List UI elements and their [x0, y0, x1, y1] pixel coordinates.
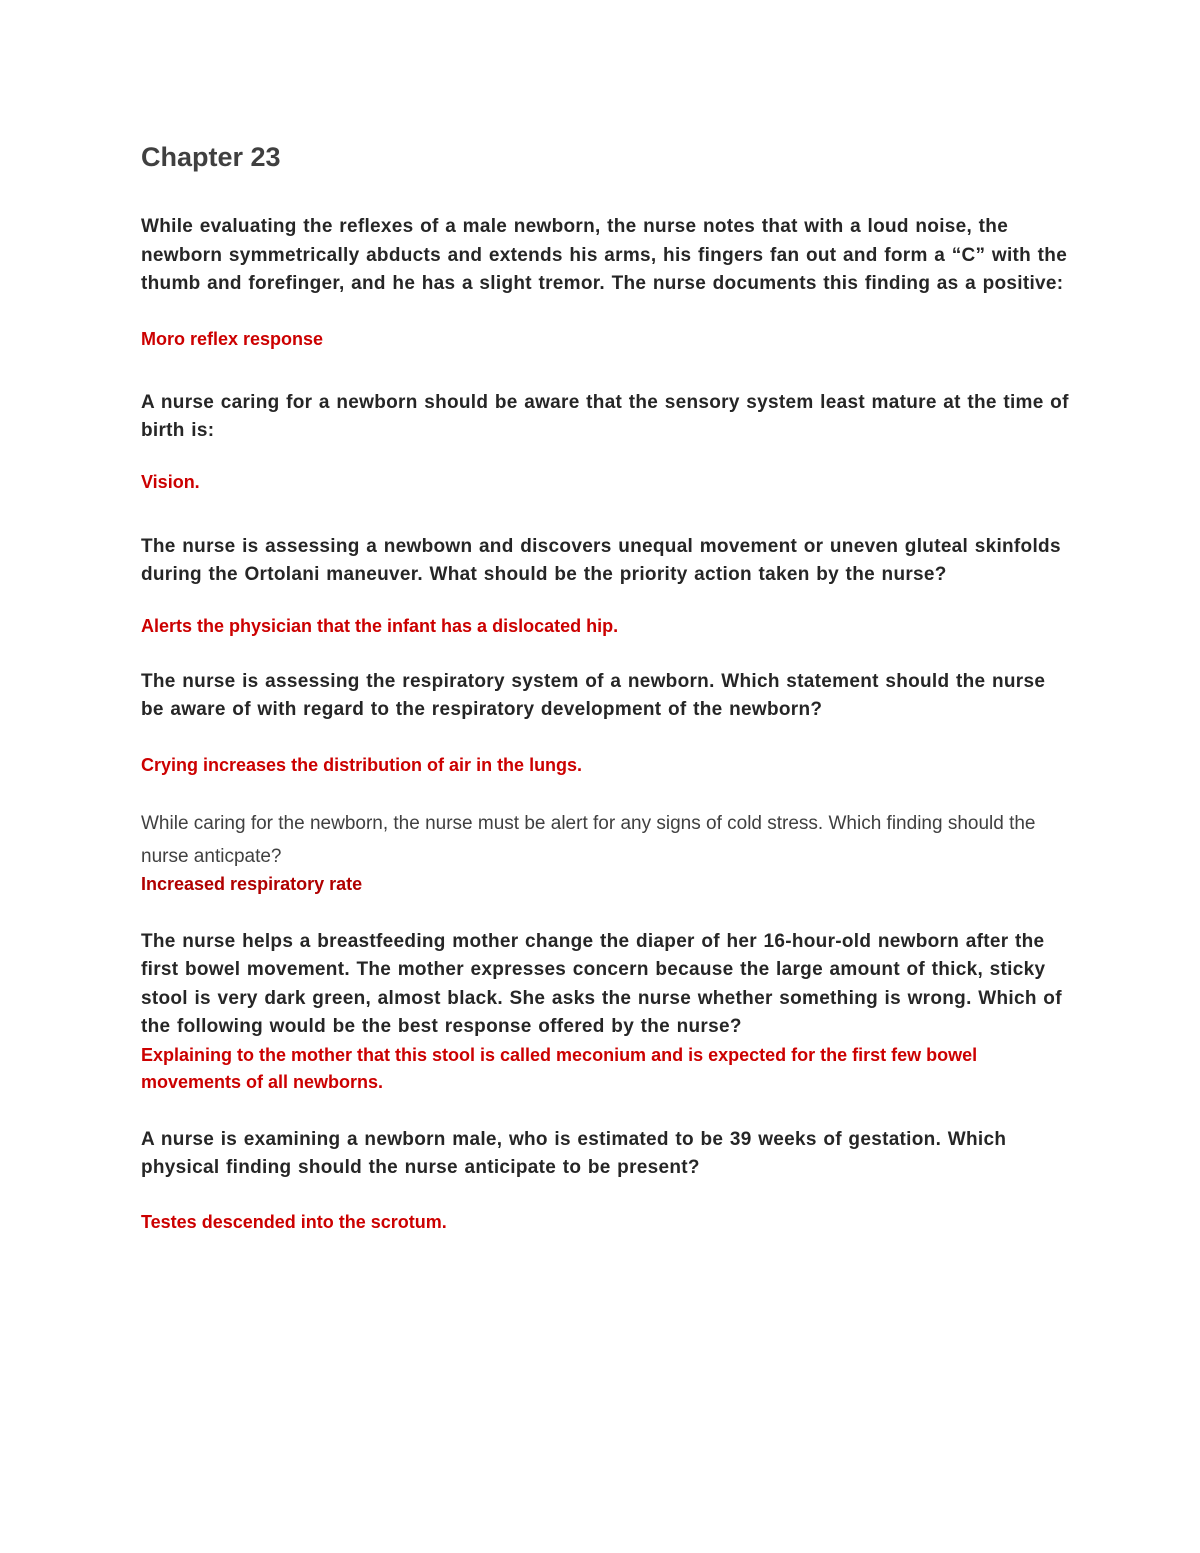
question-3: The nurse is assessing a newbown and discovers unequal movement or uneven gluteal skinfolds during the Ortolani maneuver. What should be the priority action taken by the nurse? — [141, 535, 1061, 585]
question-7: A nurse is examining a newborn male, who is estimated to be 39 weeks of gestation. Which physical finding should the nurse anticipate to be present? — [141, 1128, 1007, 1178]
question-5: While caring for the newborn, the nurse must be alert for any signs of cold stress. Which finding should the nurse anticpate? — [141, 812, 1036, 867]
answer-7: Testes descended into the scrotum. — [141, 1211, 447, 1232]
answer-3: Alerts the physician that the infant has a dislocated hip. — [141, 615, 619, 636]
answer-1: Moro reflex response — [141, 328, 324, 349]
question-6: The nurse helps a breastfeeding mother change the diaper of her 16-hour-old newborn after the first bowel movement. The mother expresses concern because the large amount of thick, sticky stool is very dark green, almost black. She asks the nurse whether something is wrong. Which of the following would be the best response offered by the nurse? — [141, 930, 1062, 1037]
answer-2: Vision. — [141, 471, 200, 492]
question-1: While evaluating the reflexes of a male newborn, the nurse notes that with a loud noise, the newborn symmetrically abducts and extends his arms, his fingers fan out and form a “C” with the thumb and forefinger, and he has a slight tremor. The nurse documents this finding as a positive: — [141, 216, 1068, 294]
document-page — [141, 140, 1071, 1236]
chapter-title: Chapter 23 — [141, 142, 281, 172]
answer-4: Crying increases the distribution of air in the lungs. — [141, 754, 583, 775]
question-2: A nurse caring for a newborn should be aware that the sensory system least mature at the time of birth is: — [141, 391, 1069, 441]
answer-5: Increased respiratory rate — [141, 873, 363, 894]
question-4: The nurse is assessing the respiratory system of a newborn. Which statement should the nurse be aware of with regard to the respiratory development of the newborn? — [141, 670, 1046, 720]
answer-6: Explaining to the mother that this stool is called meconium and is expected for the first few bowel movements of all newborns. — [141, 1044, 978, 1092]
